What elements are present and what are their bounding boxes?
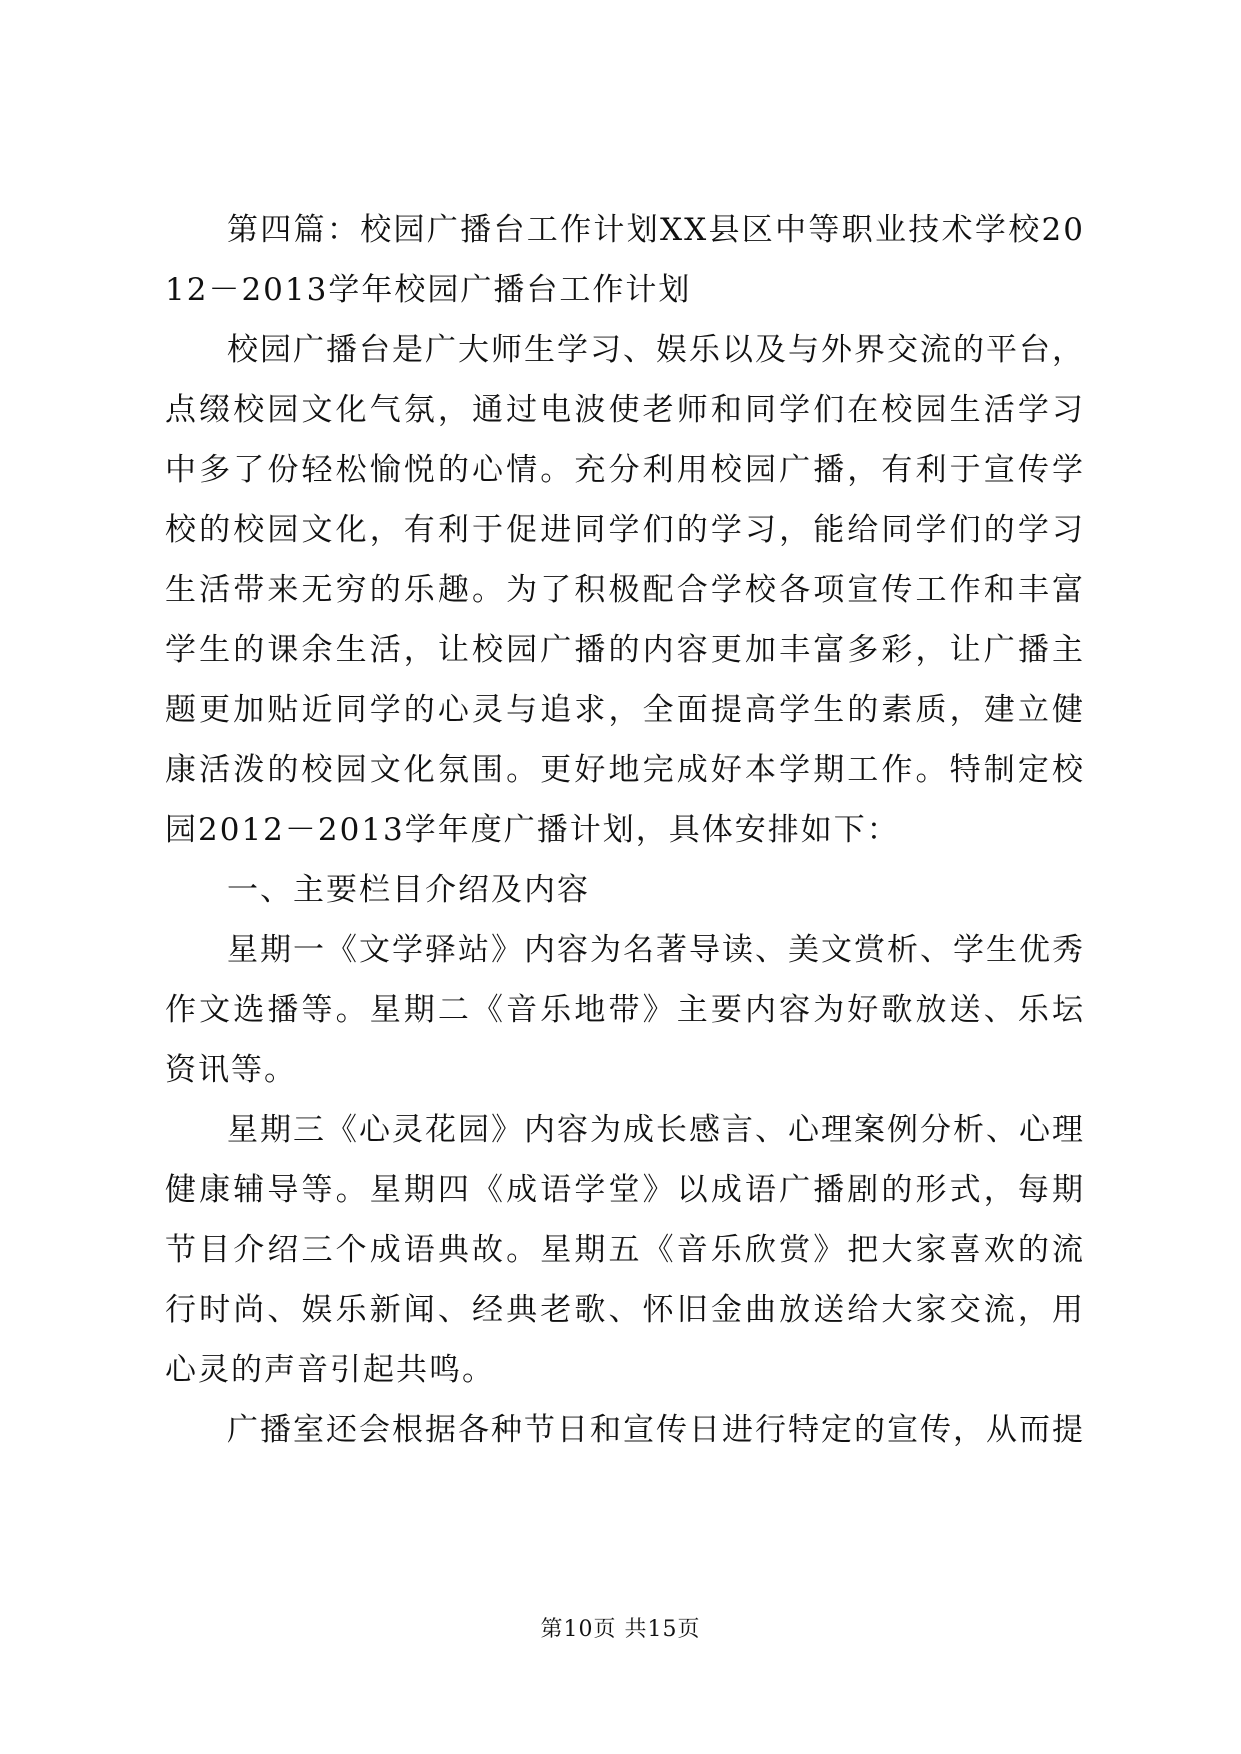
document-body [165,200,1085,1460]
paragraph-special-broadcasts: 广播室还会根据各种节日和宣传日进行特定的宣传，从而提 [227,1412,1085,1448]
section-heading: 一、主要栏目介绍及内容 [227,872,590,908]
document-title: 第四篇：校园广播台工作计划XX县区中等职业技术学校2012－2013学年校园广播台工作计划 [165,212,1085,308]
paragraph-schedule-wed-fri: 星期三《心灵花园》内容为成长感言、心理案例分析、心理健康辅导等。星期四《成语学堂》以成语广播剧的形式，每期节目介绍三个成语典故。星期五《音乐欣赏》把大家喜欢的流行时尚、娱乐新闻、经典老歌、怀旧金曲放送给大家交流，用心灵的声音引起共鸣。 [165,1112,1085,1388]
paragraph-schedule-mon-tue: 星期一《文学驿站》内容为名著导读、美文赏析、学生优秀作文选播等。星期二《音乐地带》主要内容为好歌放送、乐坛资讯等。 [165,932,1085,1088]
page-number-footer: 第10页 共15页 [540,1617,701,1642]
paragraph-intro: 校园广播台是广大师生学习、娱乐以及与外界交流的平台，点缀校园文化气氛，通过电波使老师和同学们在校园生活学习中多了份轻松愉悦的心情。充分利用校园广播，有利于宣传学校的校园文化，有利于促进同学们的学习，能给同学们的学习生活带来无穷的乐趣。为了积极配合学校各项宣传工作和丰富学生的课余生活，让校园广播的内容更加丰富多彩，让广播主题更加贴近同学的心灵与追求，全面提高学生的素质，建立健康活泼的校园文化氛围。更好地完成好本学期工作。特制定校园2012－2013学年度广播计划，具体安排如下： [165,332,1085,848]
